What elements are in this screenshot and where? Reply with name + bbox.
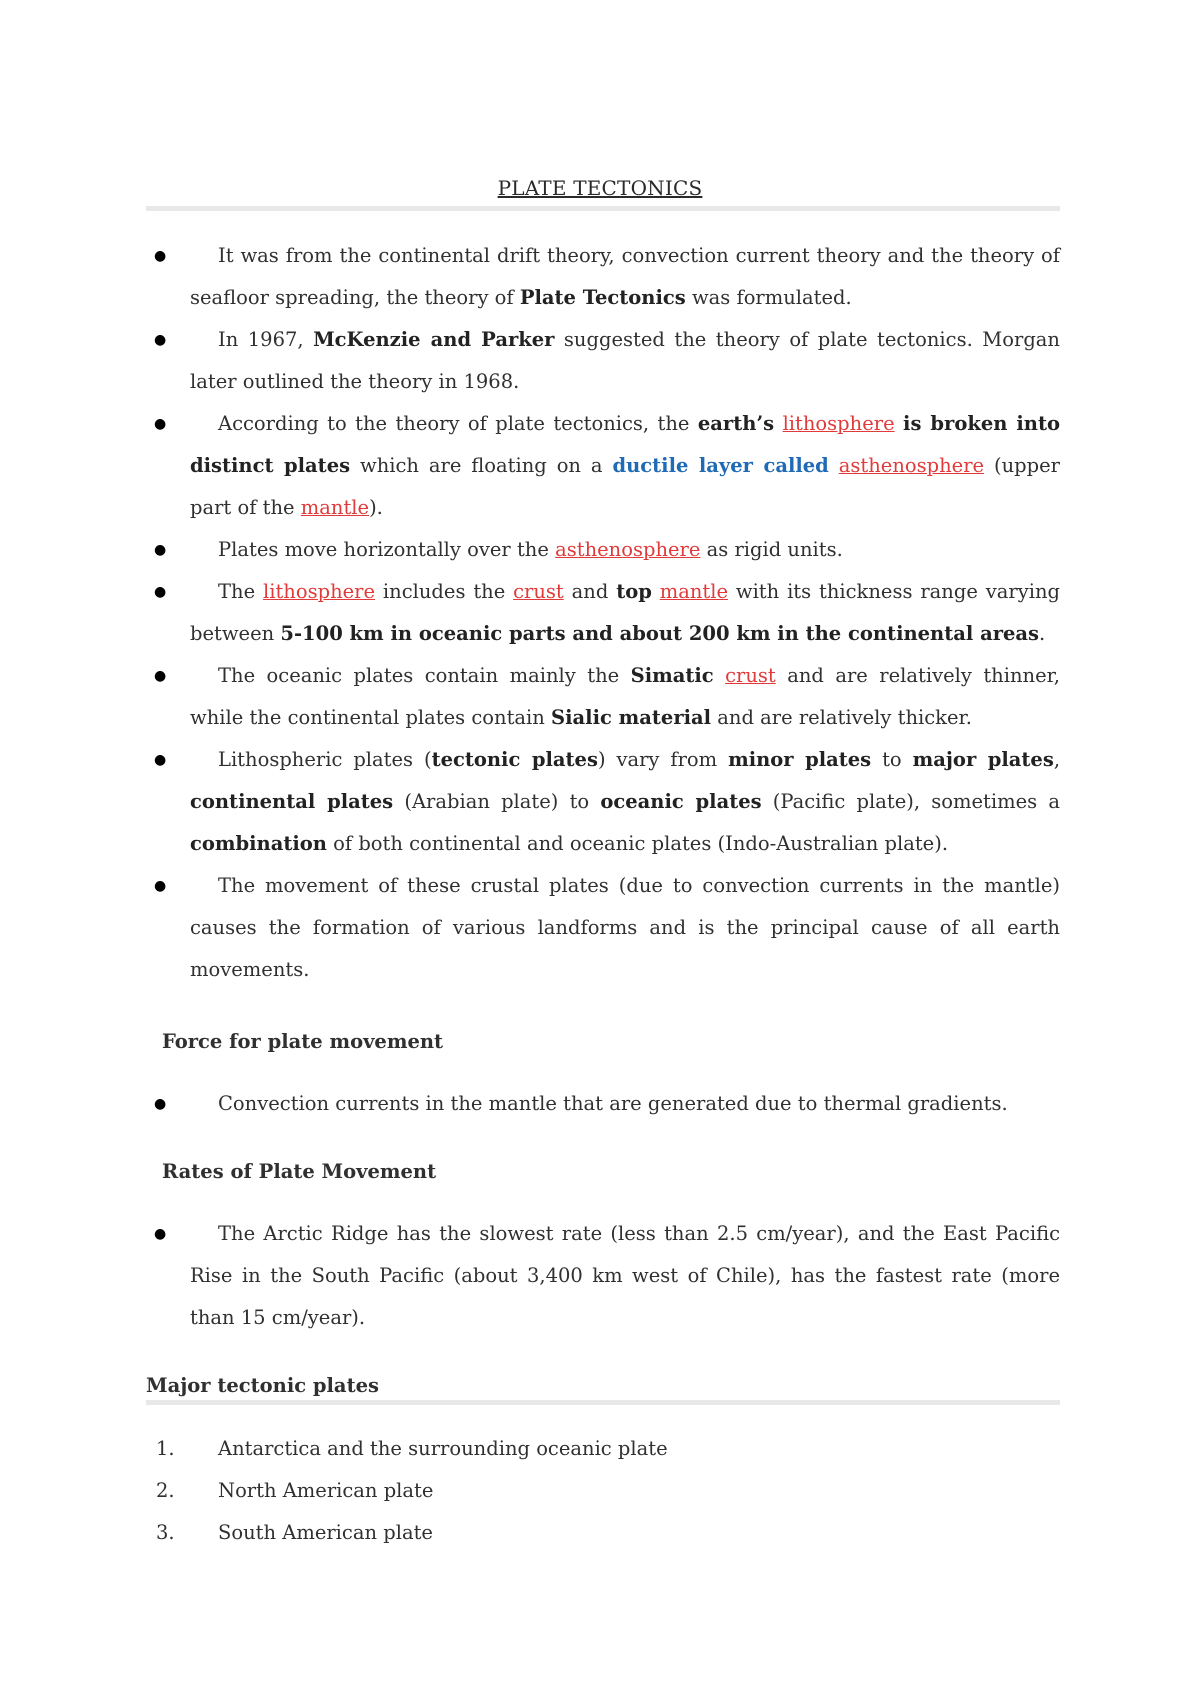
bullet-icon: ●: [154, 1226, 167, 1242]
bullet-icon: ●: [154, 584, 167, 600]
list-item: ● Lithospheric plates (tectonic plates) vary from minor plates to major plates, continental plates (Arabian plate) to oceanic plates (Pacific plate), sometimes a combination of both continental and oceanic plates (Indo-Australian plate).: [146, 739, 1060, 865]
intro-bullet-list: [146, 235, 1060, 991]
bullet-icon: ●: [154, 878, 167, 894]
glossary-link[interactable]: mantle: [300, 496, 370, 519]
major-plates-list: [146, 1428, 1060, 1554]
list-item: ● The movement of these crustal plates (due to convection currents in the mantle) causes the formation of various landforms and is the principal cause of all earth movements.: [146, 865, 1060, 991]
glossary-link[interactable]: mantle: [659, 580, 729, 603]
list-item: ● The lithosphere includes the crust and top mantle with its thickness range varying between 5-100 km in oceanic parts and about 200 km in the continental areas.: [146, 571, 1060, 655]
glossary-link[interactable]: asthenosphere: [555, 538, 701, 561]
list-item: 1. Antarctica and the surrounding oceanic plate: [156, 1437, 668, 1460]
list-item: ● Convection currents in the mantle that are generated due to thermal gradients.: [146, 1083, 1060, 1125]
list-item: ● Plates move horizontally over the asthenosphere as rigid units.: [146, 529, 1060, 571]
bullet-icon: ●: [154, 332, 167, 348]
list-item: ● In 1967, McKenzie and Parker suggested the theory of plate tectonics. Morgan later outlined the theory in 1968.: [146, 319, 1060, 403]
bullet-icon: ●: [154, 416, 167, 432]
glossary-link[interactable]: crust: [513, 580, 564, 603]
bullet-icon: ●: [154, 248, 167, 264]
list-item: 3. South American plate: [156, 1521, 433, 1544]
list-item: ● The Arctic Ridge has the slowest rate (less than 2.5 cm/year), and the East Pacific Rise in the South Pacific (about 3,400 km west of Chile), has the fastest rate (more than 15 cm/year).: [146, 1213, 1060, 1339]
force-bullet-list: [146, 1083, 1060, 1125]
rates-bullet-list: [146, 1213, 1060, 1339]
list-item: ● According to the theory of plate tectonics, the earth’s lithosphere is broken into distinct plates which are floating on a ductile layer called asthenosphere (upper part of the mantle).: [146, 403, 1060, 529]
section-heading-major-plates: Major tectonic plates: [146, 1374, 379, 1397]
bullet-icon: ●: [154, 1096, 167, 1112]
title-divider: [146, 206, 1060, 211]
glossary-link[interactable]: lithosphere: [262, 580, 376, 603]
list-item: ● It was from the continental drift theory, convection current theory and the theory of seafloor spreading, the theory of Plate Tectonics was formulated.: [146, 235, 1060, 319]
bullet-icon: ●: [154, 752, 167, 768]
section-divider: [146, 1400, 1060, 1405]
list-item: 2. North American plate: [156, 1479, 434, 1502]
bullet-icon: ●: [154, 542, 167, 558]
glossary-link[interactable]: lithosphere: [782, 412, 895, 435]
glossary-link[interactable]: crust: [725, 664, 776, 687]
list-item: ● The oceanic plates contain mainly the Simatic crust and are relatively thinner, while the continental plates contain Sialic material and are relatively thicker.: [146, 655, 1060, 739]
section-heading-force: Force for plate movement: [162, 1030, 444, 1053]
glossary-link[interactable]: asthenosphere: [838, 454, 985, 477]
bullet-icon: ●: [154, 668, 167, 684]
page-title: PLATE TECTONICS: [497, 176, 703, 200]
section-heading-rates: Rates of Plate Movement: [162, 1160, 437, 1183]
